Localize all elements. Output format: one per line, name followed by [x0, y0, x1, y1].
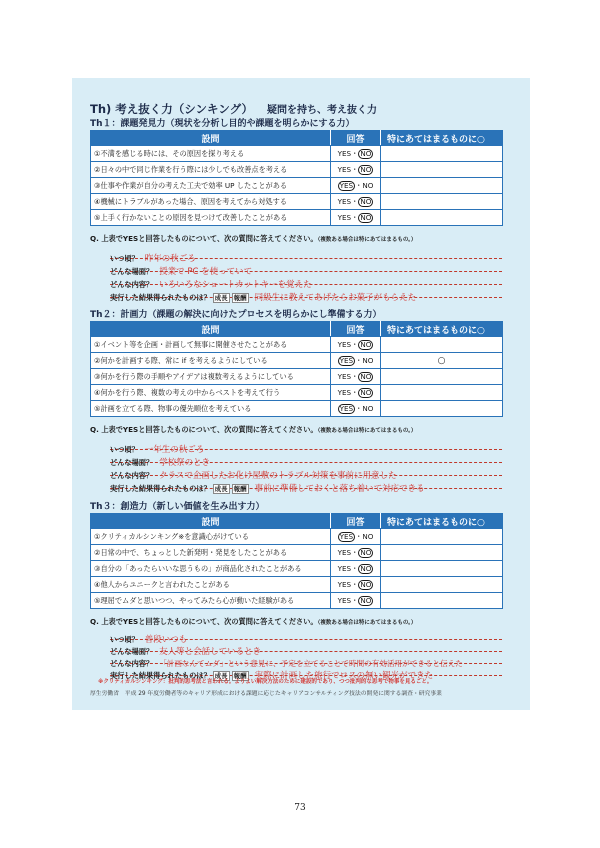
option-separator: ・ [351, 164, 359, 174]
yes-option[interactable]: YES [337, 387, 352, 397]
section-heading: Th１：課題発見力（現状を分析し目的や課題を明らかにする力） [90, 119, 355, 129]
table-row [91, 353, 503, 369]
mark-cell[interactable] [381, 194, 503, 210]
answer-result[interactable]: 実行した結果得られたものは？ 成長 報酬 実際に計画した旅行でロスの無い観光ができた [110, 663, 502, 676]
question-text: ⑤計画を立てる際、物事の優先順位を考えている [91, 401, 331, 417]
answer-content[interactable]: どんな内容？ クラスで企画したお化け屋敷のトラブル対策を事前に用意した [110, 463, 502, 476]
yes-option[interactable]: YES [337, 164, 352, 174]
table-row [91, 194, 503, 210]
no-option[interactable]: NO [362, 355, 374, 365]
mark-cell[interactable] [381, 593, 503, 609]
table-row [91, 146, 503, 162]
table-row [91, 529, 503, 545]
table-row [91, 401, 503, 417]
answer-cell[interactable] [331, 210, 381, 226]
mark-cell[interactable] [381, 529, 503, 545]
answer-cell[interactable] [331, 194, 381, 210]
answer-result[interactable]: 実行した結果得られたものは？ 成長 報酬 事前に準備しておくと落ち着いて対応できる [110, 476, 502, 489]
answer-cell[interactable] [331, 385, 381, 401]
option-separator: ・ [351, 339, 359, 349]
question-text: ③自分の「あったらいいな思うもの」が商品化されたことがある [91, 561, 331, 577]
question-text: ①クリティカルシンキング※を意識心がけている [91, 529, 331, 545]
header-note: 特にあてはまるものに○ [381, 322, 503, 337]
answer-cell[interactable] [331, 529, 381, 545]
header-answer: 回答 [331, 514, 381, 529]
no-option[interactable]: NO [360, 547, 372, 557]
title-sub: 疑問を持ち、考え抜く力 [267, 105, 378, 116]
option-separator: ・ [355, 355, 363, 365]
question-text: ③何かを行う際の手順やアイデアは複数考えるようにしている [91, 369, 331, 385]
table-row [91, 545, 503, 561]
yes-option[interactable]: YES [337, 371, 352, 381]
table-row [91, 577, 503, 593]
question-text: ⑤理屈でムダと思いつつ、やってみたら心が動いた経験がある [91, 593, 331, 609]
question-text: ④何かを行う際、複数の考えの中からベストを考えて行う [91, 385, 331, 401]
section-heading: Th３：創造力（新しい価値を生み出す力） [90, 502, 265, 512]
option-separator: ・ [351, 579, 359, 589]
yes-option[interactable]: YES [337, 547, 352, 557]
question-text: ④他人からユニークと言われたことがある [91, 577, 331, 593]
answer-when[interactable]: いつ頃？ 一年生の秋ごろ [110, 437, 502, 450]
answer-scene[interactable]: どんな場面？ 友人等と会話しているとき [110, 639, 502, 652]
option-separator: ・ [351, 547, 359, 557]
answer-cell[interactable] [331, 401, 381, 417]
option-separator: ・ [351, 595, 359, 605]
yes-option[interactable]: YES [337, 579, 352, 589]
answer-cell[interactable] [331, 561, 381, 577]
table-row [91, 162, 503, 178]
yes-option[interactable]: YES [337, 196, 352, 206]
no-option[interactable]: NO [360, 595, 372, 605]
header-answer: 回答 [331, 322, 381, 337]
yes-option[interactable]: YES [339, 403, 354, 413]
question-prompt: Q. 上表でYESと回答したものについて、次の質問に答えてください。（複数ある場合は特にあてはまるもの。） [90, 425, 417, 434]
yes-option[interactable]: YES [337, 148, 352, 158]
table-row [91, 369, 503, 385]
option-separator: ・ [355, 403, 363, 413]
answer-content[interactable]: どんな内容？ いろいろなショートカットキーを覚えた [110, 272, 502, 285]
mark-cell[interactable] [381, 337, 503, 353]
footnote: ※クリティカルシンキング：批判的思考法と言われる。よりよい解決方法のために建設的であり、つつ批判的な思考で物事を見ること。 [98, 679, 433, 685]
table-row [91, 385, 503, 401]
option-separator: ・ [351, 371, 359, 381]
mark-cell[interactable] [381, 178, 503, 194]
answer-cell[interactable] [331, 178, 381, 194]
answer-cell[interactable] [331, 593, 381, 609]
header-question: 設問 [91, 131, 331, 146]
mark-cell[interactable] [381, 210, 503, 226]
yes-option[interactable]: YES [337, 595, 352, 605]
no-option[interactable]: NO [360, 212, 372, 222]
page-title [90, 101, 377, 117]
question-text: ③仕事や作業が自分の考えた工夫で効率 UP したことがある [91, 178, 331, 194]
table-row [91, 178, 503, 194]
answer-cell[interactable] [331, 577, 381, 593]
no-option[interactable]: NO [360, 387, 372, 397]
no-option[interactable]: NO [362, 403, 374, 413]
mark-cell[interactable] [381, 369, 503, 385]
header-question: 設問 [91, 514, 331, 529]
source-citation: 厚生労働省 平成 29 年度労働者等のキャリア形成における課題に応じたキャリアコンサルティング技法の開発に関する調査・研究事業 [90, 691, 442, 697]
question-table [90, 513, 503, 609]
table-row [91, 561, 503, 577]
option-separator: ・ [351, 563, 359, 573]
no-option[interactable]: NO [360, 579, 372, 589]
header-answer: 回答 [331, 131, 381, 146]
question-table [90, 321, 503, 417]
option-separator: ・ [355, 180, 363, 190]
question-prompt: Q. 上表でYESと回答したものについて、次の質問に答えてください。（複数ある場合は特にあてはまるもの。） [90, 617, 417, 626]
no-option[interactable]: NO [360, 196, 372, 206]
question-text: ④機械にトラブルがあった場合、原因を考えてから対処する [91, 194, 331, 210]
mark-cell[interactable] [381, 401, 503, 417]
yes-option[interactable]: YES [337, 339, 352, 349]
answer-when[interactable]: いつ頃？ 昨年の秋ごろ [110, 246, 502, 259]
no-option[interactable]: NO [360, 563, 372, 573]
table-row [91, 593, 503, 609]
answer-result[interactable]: 実行した結果得られたものは？ 成長 報酬 同級生に教えてあげたらお菓子がもらえた [110, 285, 502, 298]
answer-cell[interactable] [331, 369, 381, 385]
answer-cell[interactable] [331, 162, 381, 178]
no-option[interactable]: NO [360, 148, 372, 158]
no-option[interactable]: NO [360, 371, 372, 381]
option-separator: ・ [351, 387, 359, 397]
title-main: Th) 考え抜く力（シンキング） [90, 102, 254, 116]
question-text: ①不満を感じる時には、その原因を探り考える [91, 146, 331, 162]
mark-cell[interactable] [381, 146, 503, 162]
question-table [90, 130, 503, 226]
yes-option[interactable]: YES [337, 212, 352, 222]
mark-cell[interactable] [381, 385, 503, 401]
question-text: ②日々の中で同じ作業を行う際には少しでも改善点を考える [91, 162, 331, 178]
question-text: ②日常の中で、ちょっとした新発明・発見をしたことがある [91, 545, 331, 561]
table-row [91, 210, 503, 226]
answer-when[interactable]: いつ頃？ 普段いつも [110, 627, 502, 640]
header-question: 設問 [91, 322, 331, 337]
answer-cell[interactable] [331, 146, 381, 162]
yes-option[interactable]: YES [339, 355, 354, 365]
no-option[interactable]: NO [362, 180, 374, 190]
mark-cell[interactable]: ○ [381, 353, 503, 369]
section-heading: Th２：計画力（課題の解決に向けたプロセスを明らかにし準備する力） [90, 310, 382, 320]
answer-cell[interactable] [331, 545, 381, 561]
yes-option[interactable]: YES [339, 180, 354, 190]
mark-cell[interactable] [381, 577, 503, 593]
option-separator: ・ [351, 148, 359, 158]
answer-cell[interactable] [331, 353, 381, 369]
option-separator: ・ [351, 196, 359, 206]
question-text: ②何かを計画する際、常に if を考えるようにしている [91, 353, 331, 369]
page-number: 73 [294, 803, 306, 813]
no-option[interactable]: NO [360, 339, 372, 349]
option-separator: ・ [351, 212, 359, 222]
header-note: 特にあてはまるものに○ [381, 131, 503, 146]
yes-option[interactable]: YES [337, 563, 352, 573]
table-row [91, 337, 503, 353]
header-note: 特にあてはまるものに○ [381, 514, 503, 529]
mark-cell[interactable] [381, 162, 503, 178]
answer-cell[interactable] [331, 337, 381, 353]
mark-cell[interactable] [381, 561, 503, 577]
no-option[interactable]: NO [362, 531, 374, 541]
no-option[interactable]: NO [360, 164, 372, 174]
mark-cell[interactable] [381, 545, 503, 561]
answer-content[interactable]: どんな内容？ 「計画なんてムダ」という意見に、予定を立てることで時間の有効活用ができると伝えた [110, 651, 502, 664]
question-text: ⑤上手く行かないことの原因を見つけて改善したことがある [91, 210, 331, 226]
option-separator: ・ [355, 531, 363, 541]
yes-option[interactable]: YES [339, 531, 354, 541]
answer-scene[interactable]: どんな場面？ 学校祭のとき [110, 450, 502, 463]
answer-scene[interactable]: どんな場面？ 授業で PC を使っていて [110, 259, 502, 272]
question-prompt: Q. 上表でYESと回答したものについて、次の質問に答えてください。（複数ある場合は特にあてはまるもの。） [90, 234, 417, 243]
question-text: ①イベント等を企画・計画して無事に開催させたことがある [91, 337, 331, 353]
